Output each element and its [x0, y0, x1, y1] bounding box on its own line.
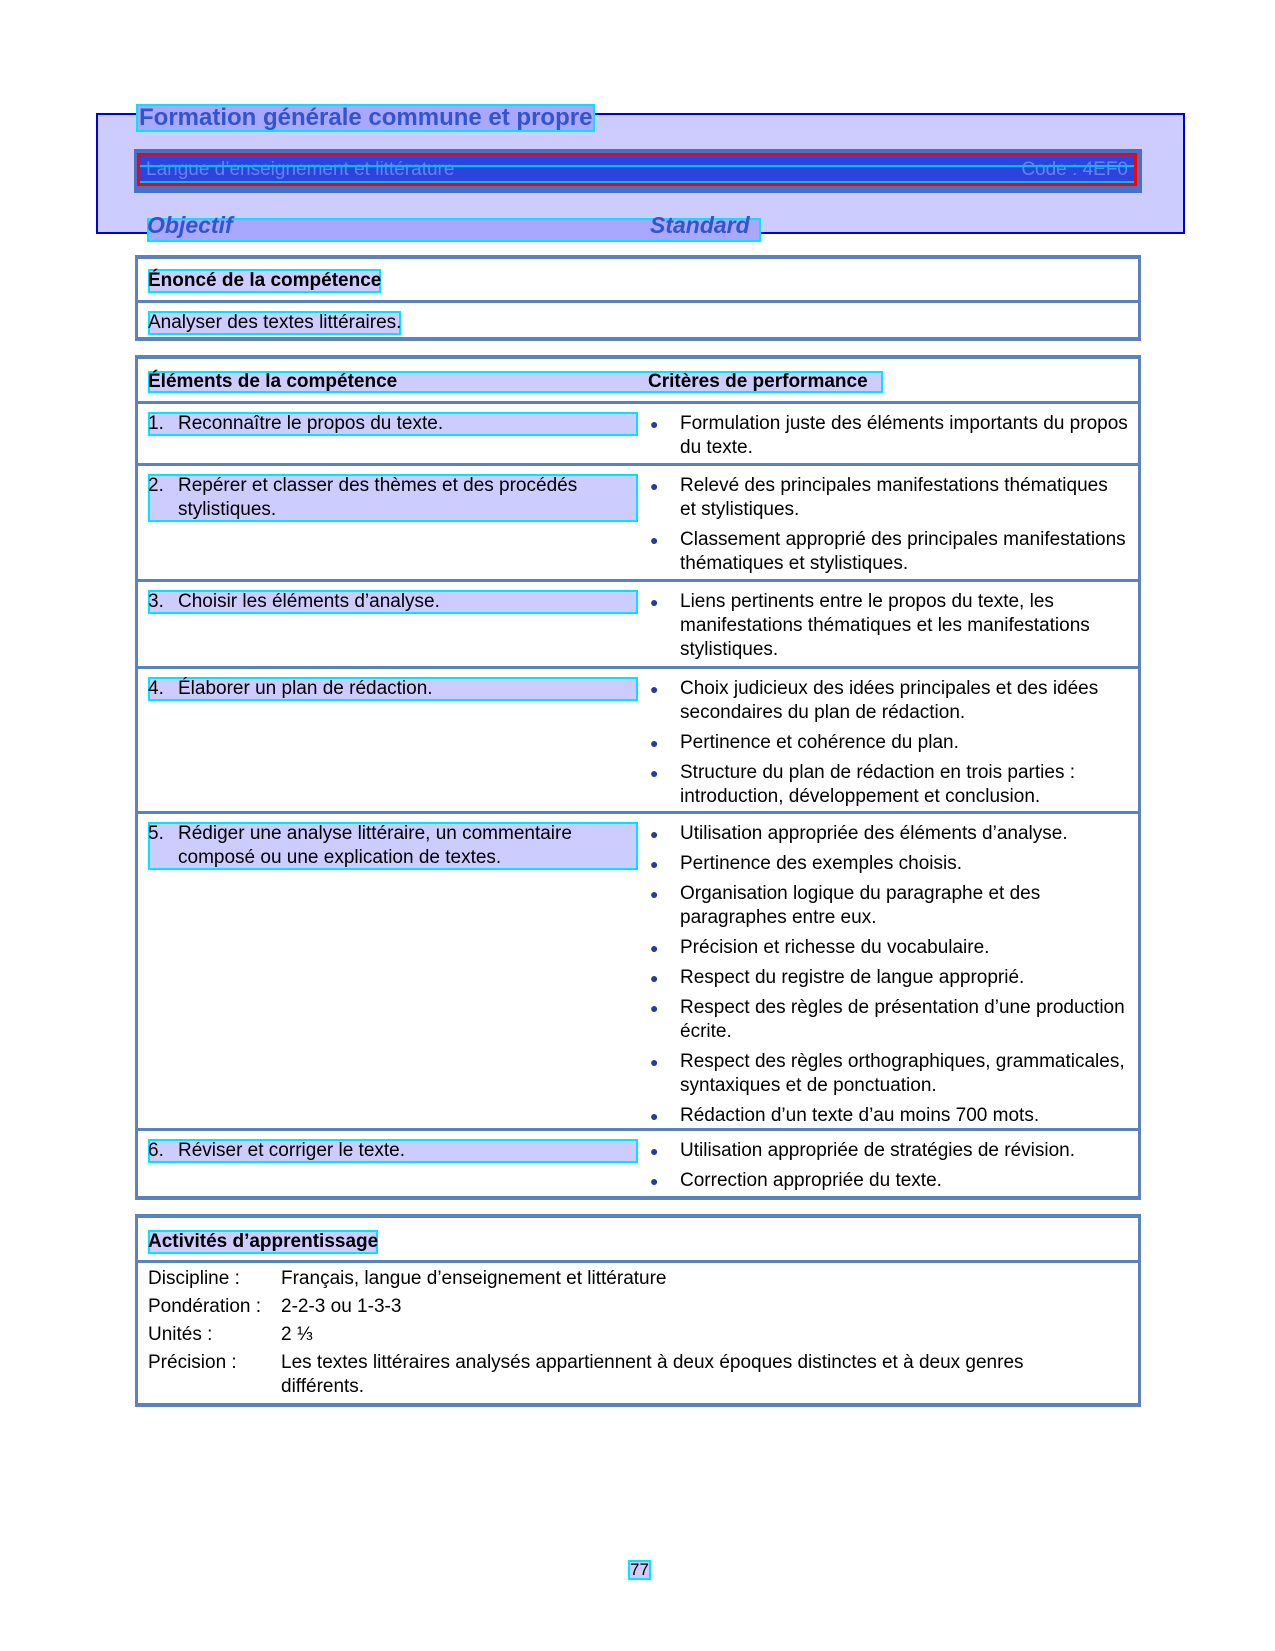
element-cell — [148, 1139, 638, 1163]
element-cell — [148, 677, 638, 701]
criterion: ● Correction appropriée du texte. — [650, 1170, 942, 1191]
element-text: Rédiger une analyse littéraire, un commentaire composé ou une explication de textes. — [178, 823, 572, 868]
element-number: 3. — [148, 591, 164, 612]
element-number: 5. — [148, 823, 164, 844]
criterion: ● Organisation logique du paragraphe et des paragraphes entre eux. — [650, 883, 1041, 928]
element-row-4 — [138, 669, 1138, 814]
bullet-icon: ● — [650, 856, 659, 872]
activite-discipline — [148, 1267, 1098, 1291]
element-row-2 — [138, 466, 1138, 582]
enonce-heading-row — [138, 259, 1138, 303]
criterion: ● Rédaction d’un texte d’au moins 700 mots. — [650, 1105, 1040, 1126]
enonce-heading: Énoncé de la compétence — [148, 270, 382, 291]
element-number: 6. — [148, 1140, 164, 1161]
bullet-icon: ● — [650, 478, 659, 494]
criteria-cell — [648, 412, 1128, 466]
course-code — [1021, 159, 1128, 181]
page-title: Formation générale commune et propre — [136, 104, 595, 132]
activites-heading: Activités d’apprentissage — [148, 1231, 379, 1252]
activites-box — [135, 1214, 1141, 1407]
bullet-icon: ● — [650, 970, 659, 986]
element-row-3 — [138, 582, 1138, 669]
element-row-5 — [138, 814, 1138, 1131]
criterion: ● Formulation juste des éléments importants du propos du texte. — [650, 413, 1128, 458]
elements-heading-row — [138, 359, 1138, 404]
standard-label: Standard — [650, 212, 750, 238]
criterion: ● Respect des règles de présentation d’une production écrite. — [650, 997, 1125, 1042]
bullet-icon: ● — [650, 1054, 659, 1070]
criteria-cell — [648, 590, 1128, 668]
element-text: Réviser et corriger le texte. — [178, 1140, 406, 1161]
bullet-icon: ● — [650, 886, 659, 902]
objectif-label: Objectif — [147, 212, 233, 238]
activites-list — [138, 1263, 1138, 1399]
element-cell — [148, 590, 638, 614]
criterion: ● Pertinence des exemples choisis. — [650, 853, 962, 874]
course-name: Langue d’enseignement et littérature — [146, 158, 455, 180]
element-text: Reconnaître le propos du texte. — [178, 413, 444, 434]
element-number: 2. — [148, 475, 164, 496]
criteria-cell — [648, 822, 1128, 1134]
bullet-icon: ● — [650, 532, 659, 548]
criterion: ● Respect du registre de langue approprié. — [650, 967, 1025, 988]
elements-box — [135, 355, 1141, 1200]
criterion: ● Structure du plan de rédaction en trois parties : introduction, développement et conclusion. — [650, 762, 1076, 807]
element-text: Repérer et classer des thèmes et des procédés stylistiques. — [178, 475, 578, 520]
code-label: Code : — [1021, 158, 1078, 180]
criterion: ● Précision et richesse du vocabulaire. — [650, 937, 990, 958]
bullet-icon: ● — [650, 1173, 659, 1189]
criterion: ● Classement approprié des principales manifestations thématiques et stylistiques. — [650, 529, 1126, 574]
activite-value: 2-2-3 ou 1-3-3 — [281, 1296, 402, 1317]
activite-ponderation — [148, 1295, 1098, 1319]
criteria-cell — [648, 677, 1128, 815]
bullet-icon: ● — [650, 681, 659, 697]
criterion: ● Liens pertinents entre le propos du texte, les manifestations thématiques et les manifestations stylistiques. — [650, 591, 1090, 660]
element-text: Élaborer un plan de rédaction. — [178, 678, 433, 699]
activite-label: Précision : — [148, 1352, 237, 1373]
enonce-text: Analyser des textes littéraires. — [148, 312, 402, 333]
element-cell — [148, 822, 638, 870]
criteria-heading: Critères de performance — [648, 371, 868, 392]
criterion: ● Pertinence et cohérence du plan. — [650, 732, 959, 753]
criteria-cell — [648, 1139, 1128, 1199]
element-number: 4. — [148, 678, 164, 699]
element-number: 1. — [148, 413, 164, 434]
activite-precision — [148, 1351, 1098, 1399]
criterion: ● Relevé des principales manifestations thématiques et stylistiques. — [650, 475, 1108, 520]
activite-unites — [148, 1323, 1098, 1347]
elements-heading: Éléments de la compétence — [148, 371, 398, 392]
criteria-cell — [648, 474, 1128, 582]
element-row-6 — [138, 1131, 1138, 1199]
activites-heading-row — [138, 1218, 1138, 1263]
criterion: ● Utilisation appropriée des éléments d’analyse. — [650, 823, 1068, 844]
bullet-icon: ● — [650, 1000, 659, 1016]
criterion: ● Choix judicieux des idées principales et des idées secondaires du plan de rédaction. — [650, 678, 1099, 723]
bullet-icon: ● — [650, 826, 659, 842]
element-text: Choisir les éléments d’analyse. — [178, 591, 440, 612]
activite-label: Pondération : — [148, 1296, 262, 1317]
element-cell — [148, 474, 638, 522]
enonce-box — [135, 255, 1141, 341]
bullet-icon: ● — [650, 765, 659, 781]
element-row-1 — [138, 404, 1138, 466]
code-value: 4EF0 — [1082, 158, 1128, 180]
bullet-icon: ● — [650, 416, 659, 432]
activite-value: Les textes littéraires analysés appartiennent à deux époques distinctes et à deux genres différents. — [281, 1352, 1024, 1397]
bullet-icon: ● — [650, 594, 659, 610]
criterion: ● Utilisation appropriée de stratégies de révision. — [650, 1140, 1075, 1161]
course-bar — [137, 153, 1137, 186]
bullet-icon: ● — [650, 735, 659, 751]
element-cell — [148, 412, 638, 436]
activite-label: Discipline : — [148, 1268, 240, 1289]
page-number: 77 — [630, 1560, 649, 1579]
enonce-text-row — [138, 303, 1138, 339]
bullet-icon: ● — [650, 940, 659, 956]
activite-value: Français, langue d’enseignement et littérature — [281, 1268, 667, 1289]
criterion: ● Respect des règles orthographiques, grammaticales, syntaxiques et de ponctuation. — [650, 1051, 1125, 1096]
activite-value: 2 ⅓ — [281, 1324, 313, 1345]
bullet-icon: ● — [650, 1108, 659, 1124]
activite-label: Unités : — [148, 1324, 213, 1345]
bullet-icon: ● — [650, 1143, 659, 1159]
